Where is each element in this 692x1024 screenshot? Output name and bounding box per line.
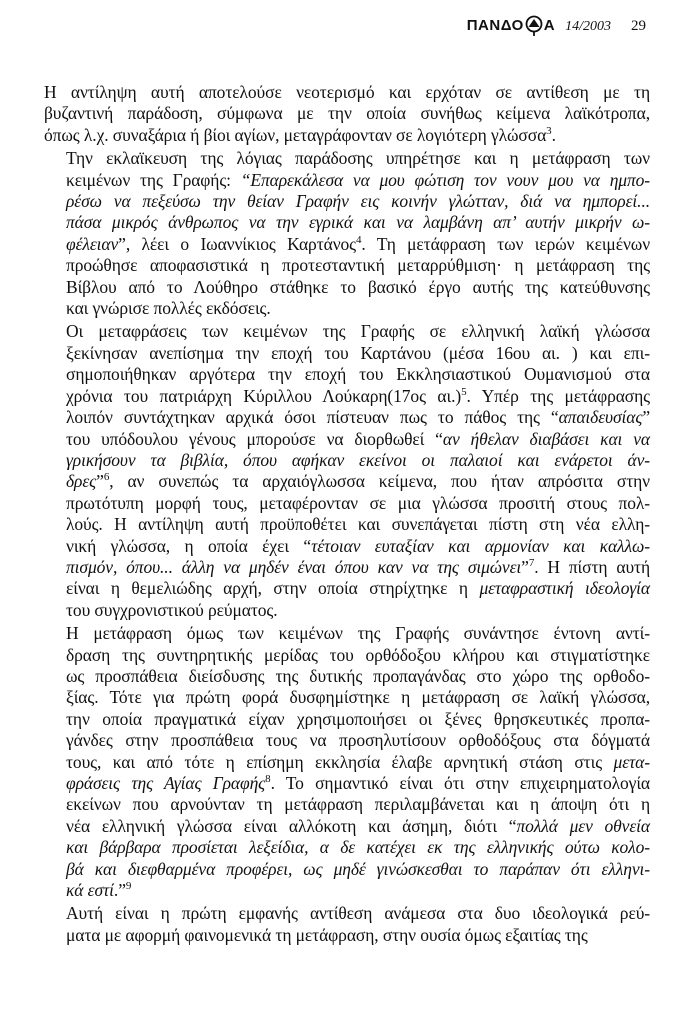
- italic-quote: απαιδευσίας: [558, 407, 643, 428]
- text-run: ”, λέει ο Ιωαννίκιος Καρτάνος: [118, 233, 356, 254]
- text-line: [44, 386, 650, 407]
- italic-quote: αν ήθελαν διαβάσει και να: [442, 428, 650, 449]
- text-line: [44, 536, 650, 557]
- text-run: ξεκίνησαν ανεπίσημα την εποχή του Καρτάνου (μέσα 16ου αι. ) και επι-: [66, 342, 650, 363]
- text-line: [44, 880, 650, 901]
- text-line: [44, 578, 650, 599]
- text-line: [44, 125, 650, 146]
- paragraph: [44, 623, 650, 901]
- text-run: του συγχρονιστικού ρεύματος.: [66, 599, 278, 620]
- text-line: [44, 514, 650, 535]
- paragraph: [44, 82, 650, 146]
- text-line: [44, 298, 650, 319]
- text-run: και γνώρισε πολλές εκδόσεις.: [66, 298, 271, 319]
- footnote-marker: 4: [356, 234, 362, 247]
- journal-name-left: ΠΑΝΔΟ: [466, 16, 524, 34]
- text-run: .: [551, 124, 556, 145]
- text-run: ”: [96, 471, 104, 492]
- text-line: [44, 623, 650, 644]
- footnote-marker: 5: [461, 385, 467, 398]
- text-run: , αν συνεπώς τα αρχαιόγλωσσα κείμενα, που ήταν απρόσιτα στην: [109, 471, 650, 492]
- text-line: [44, 212, 650, 233]
- text-run: . Τη μετάφραση των ιερών κειμένων: [361, 233, 651, 254]
- italic-quote: και βάρβαρα προσίεται λεξείδια, α δε κατέχει εκ της ελληνικής ούτω κολο-: [66, 837, 650, 858]
- text-line: [44, 837, 650, 858]
- italic-quote: “Επαρεκάλεσα να μου φώτιση τον νουν μου να ημπο-: [240, 169, 651, 190]
- text-run: .”: [113, 880, 126, 901]
- text-run: όπως λ.χ. συναξάρια ή βίοι αγίων, μεταγράφονταν σε λογιότερη γλώσσα: [44, 124, 547, 145]
- italic-quote: φράσεις της Αγίας Γραφής: [66, 773, 266, 793]
- text-run: Η μετάφραση όμως των κειμένων της Γραφής συνάντησε έντονη αντί-: [66, 623, 650, 644]
- text-run: ”: [521, 556, 529, 577]
- text-line: [44, 148, 650, 169]
- text-run: ”: [642, 407, 650, 428]
- text-line: [44, 450, 650, 471]
- text-run: ως προσπάθεια διείσδυσης της δυτικής προπαγάνδας στο χώρο της ορθοδο-: [66, 665, 650, 686]
- text-run: . Υπέρ της μετάφρασης: [466, 385, 650, 406]
- footnote-marker: 3: [546, 124, 552, 137]
- text-line: [44, 730, 650, 751]
- text-line: [44, 752, 650, 773]
- footnote-marker: 9: [125, 880, 132, 893]
- text-run: εκείνων που αρνούνταν τη μετάφραση περιλαμβάνεται και η άποψη ότι η: [66, 794, 650, 815]
- footnote-marker: 6: [103, 471, 110, 484]
- italic-quote: πισμόν, όπου... άλλη να μηδέν έναι όπου καν να της σιμώνει: [66, 556, 522, 577]
- text-run: Η αντίληψη αυτή αποτελούσε νεοτερισμό και ερχόταν σε αντίθεση με τη: [44, 82, 650, 102]
- text-line: [44, 82, 650, 103]
- text-line: [44, 903, 650, 924]
- text-run: του υπόδουλου γένους μπορούσε να διορθωθεί “: [66, 428, 443, 449]
- text-run: κειμένων της Γραφής:: [66, 169, 241, 190]
- text-line: [44, 191, 650, 212]
- text-line: [44, 277, 650, 298]
- text-line: [44, 709, 650, 730]
- text-line: [44, 343, 650, 364]
- text-line: [44, 103, 650, 124]
- text-run: . Η πίστη αυτή: [534, 556, 650, 577]
- paragraph: [44, 321, 650, 621]
- text-line: [44, 794, 650, 815]
- text-line: [44, 816, 650, 837]
- text-line: [44, 645, 650, 666]
- text-run: βυζαντινή παράδοση, σύμφωνα με την οποία συνήθως κείμενα λαϊκότροπα,: [44, 103, 650, 124]
- text-run: Αυτή είναι η πρώτη εμφανής αντίθεση ανάμεσα στα δυο ιδεολογικά ρεύ-: [66, 903, 650, 924]
- text-run: ξίας. Τότε για πρώτη φορά δυσφημίστηκε η μετάφραση σε λαϊκή γλώσσα,: [66, 687, 650, 708]
- italic-quote: μετα-: [613, 751, 650, 772]
- text-line: [44, 493, 650, 514]
- text-line: [44, 234, 650, 255]
- text-run: είναι η θεμελιώδης αρχή, στην οποία στηρίχτηκε η: [66, 578, 480, 599]
- text-run: ματα με αφορμή φαινομενικά τη μετάφραση, στην ουσία όμως εξαιτίας της: [66, 924, 588, 945]
- issue-number: 14/2003: [565, 18, 611, 34]
- italic-quote: τέτοιαν ευταξίαν και αρμονίαν και καλλω-: [311, 535, 651, 556]
- italic-quote: φέλειαν: [66, 233, 119, 254]
- pandora-emblem-icon: [525, 14, 543, 36]
- text-run: πρωτότυπη μορφή τους, μεταφέρονταν σε μια γλώσσα προσιτή στους πολ-: [66, 492, 650, 513]
- italic-quote: πάσα μικρός άνθρωπος να την εγρικά και να λαμβάνη απ’ αυτήν μικρήν ω-: [66, 212, 650, 233]
- text-line: [44, 666, 650, 687]
- text-run: Βίβλου από το Λούθηρο στάθηκε το βασικό έργο αυτής της κατεύθυνσης: [66, 276, 650, 297]
- text-run: την οποία πραγματικά είχαν χρησιμοποιήσει οι ξένες θρησκευτικές προπα-: [66, 708, 650, 729]
- text-line: [44, 859, 650, 880]
- text-run: Την εκλαϊκευση της λόγιας παράδοσης υπηρέτησε και η μετάφραση των: [66, 148, 650, 169]
- text-line: [44, 364, 650, 385]
- italic-quote: ρέσω να πεξεύσω την θείαν Γραφήν εις κοινήν γλώτταν, διά να ημπορεί...: [66, 191, 650, 212]
- text-run: τους, και από τότε η επίσημη εκκλησία έλαβε αρνητική στάση στις: [66, 751, 614, 772]
- page-number: 29: [631, 17, 646, 34]
- text-run: χρόνια του πατριάρχη Κύριλλου Λούκαρη(17ος αι.): [66, 385, 462, 406]
- text-run: γάνδες στην προσπάθεια τους να προσηλυτίσουν ορθοδόξους στα δόγματά: [66, 730, 650, 751]
- journal-logo: [467, 14, 555, 36]
- journal-name-right: Α: [543, 16, 556, 34]
- text-run: δραση της συντηρητικής μερίδας του ορθόδοξου κλήρου και στιγματίστηκε: [66, 644, 650, 665]
- body-text: [44, 82, 650, 948]
- footnote-marker: 8: [265, 773, 271, 786]
- italic-quote: κά εστί: [66, 880, 114, 901]
- text-line: [44, 407, 650, 428]
- text-run: λούς. Η αντίληψη αυτή προϋποθέτει και συνεπάγεται πίστη στη νέα ελλη-: [66, 514, 650, 535]
- text-run: νική γλώσσα, η οποία έχει “: [66, 535, 312, 556]
- text-run: Οι μεταφράσεις των κειμένων της Γραφής σε ελληνική λαϊκή γλώσσα: [66, 321, 650, 342]
- text-line: [44, 170, 650, 191]
- text-line: [44, 600, 650, 621]
- text-line: [44, 471, 650, 492]
- text-run: σημοποιήθηκαν αργότερα την εποχή του Εκκλησιαστικού Ουμανισμού στα: [66, 364, 650, 385]
- text-line: [44, 687, 650, 708]
- running-header: [467, 14, 646, 44]
- text-line: [44, 429, 650, 450]
- italic-quote: γρικήσουν τα βιβλία, όπου αφήκαν εκείνοι οι παλαιοί και ενάρετοι άν-: [66, 449, 650, 470]
- italic-quote: δρες: [66, 471, 97, 492]
- text-run: λοιπόν συντάχτηκαν αρχικά όσοι πίστευαν πως το πάθος της “: [66, 407, 559, 428]
- text-line: [44, 321, 650, 342]
- text-run: προώθησε αποφασιστικά η προτεσταντική μεταρρύθμιση· η μετάφραση της: [66, 255, 650, 276]
- text-line: [44, 557, 650, 578]
- text-line: [44, 773, 650, 794]
- italic-quote: βά και διεφθαρμένα προφέρει, ως μηδέ γινώσκεσθαι το παράπαν ότι ελληνι-: [66, 858, 650, 879]
- text-run: . Το σημαντικό είναι ότι στην επιχειρηματολογία: [270, 773, 650, 793]
- text-line: [44, 255, 650, 276]
- text-run: νέα ελληνική γλώσσα είναι αλλόκοτη και άσημη, διότι “: [66, 815, 517, 836]
- italic-quote: μεταφραστική ιδεολογία: [479, 578, 651, 599]
- footnote-marker: 7: [528, 557, 535, 570]
- paragraph: [44, 903, 650, 946]
- italic-quote: πολλά μεν οθνεία: [516, 815, 650, 836]
- paragraph: [44, 148, 650, 319]
- text-line: [44, 925, 650, 946]
